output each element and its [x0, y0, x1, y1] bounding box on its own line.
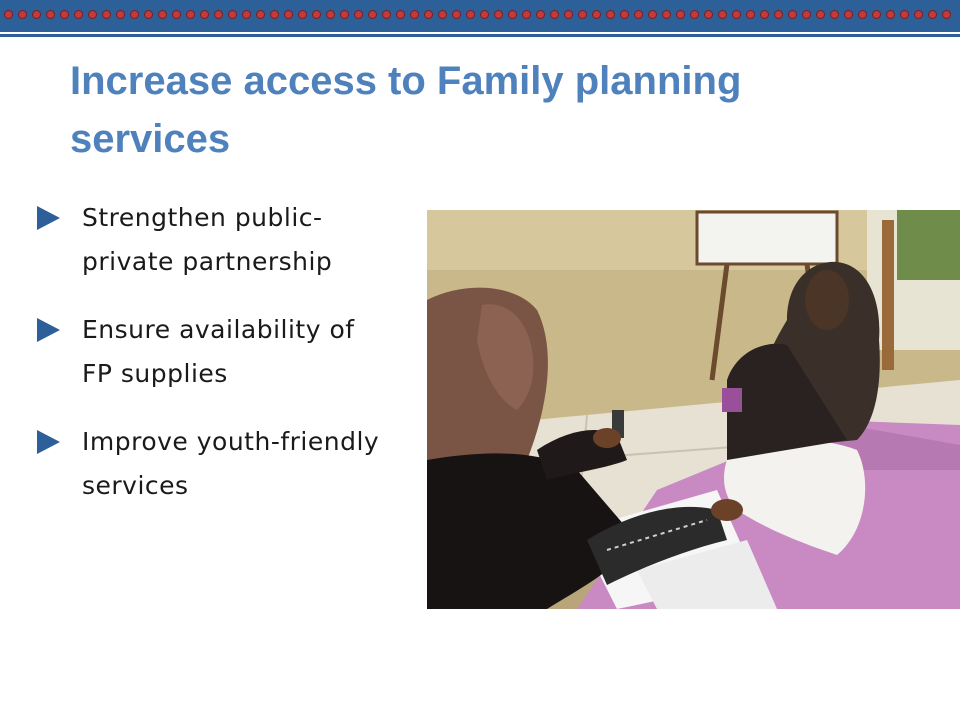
decorative-dot: [732, 10, 741, 19]
decorative-dot: [158, 10, 167, 19]
decorative-dot: [634, 10, 643, 19]
decorative-dot: [312, 10, 321, 19]
decorative-dot: [802, 10, 811, 19]
decorative-dot: [74, 10, 83, 19]
decorative-dot: [578, 10, 587, 19]
decorative-dot: [648, 10, 657, 19]
decorative-dot: [32, 10, 41, 19]
decorative-dot: [662, 10, 671, 19]
photo-illustration: [427, 210, 960, 609]
decorative-dot: [18, 10, 27, 19]
bullet-list: [34, 196, 394, 532]
decorative-dot: [200, 10, 209, 19]
decorative-dot: [186, 10, 195, 19]
bullet-item: [34, 420, 394, 508]
decorative-dot: [130, 10, 139, 19]
decorative-dot: [760, 10, 769, 19]
decorative-dot: [900, 10, 909, 19]
decorative-dot: [858, 10, 867, 19]
decorative-dot: [746, 10, 755, 19]
decorative-dot: [704, 10, 713, 19]
decorative-dot: [788, 10, 797, 19]
decorative-dot: [60, 10, 69, 19]
decorative-dot: [536, 10, 545, 19]
decorative-dot: [816, 10, 825, 19]
decorative-dot: [284, 10, 293, 19]
decorative-dot: [368, 10, 377, 19]
decorative-dot: [228, 10, 237, 19]
decorative-dot: [396, 10, 405, 19]
decorative-dot: [480, 10, 489, 19]
decorative-dot: [550, 10, 559, 19]
decorative-dot: [256, 10, 265, 19]
triangle-bullet-icon: [34, 316, 62, 344]
decorative-dot: [438, 10, 447, 19]
decorative-dot: [690, 10, 699, 19]
bullet-text: Strengthen public-private partnership: [82, 203, 333, 276]
decorative-dot: [382, 10, 391, 19]
decorative-dot: [620, 10, 629, 19]
decorative-dot: [340, 10, 349, 19]
slide-title: Increase access to Family planning services: [70, 59, 742, 161]
decorative-dot: [494, 10, 503, 19]
photo-image: [427, 210, 960, 609]
decorative-dot: [46, 10, 55, 19]
top-divider: [0, 34, 960, 37]
decorative-dot: [116, 10, 125, 19]
decorative-dot: [466, 10, 475, 19]
decorative-dot: [774, 10, 783, 19]
decorative-dot: [844, 10, 853, 19]
bullet-text: Improve youth-friendly services: [82, 427, 380, 500]
decorative-dot: [424, 10, 433, 19]
decorative-dot: [88, 10, 97, 19]
decorative-dot: [886, 10, 895, 19]
decorative-dot: [354, 10, 363, 19]
decorative-dot: [172, 10, 181, 19]
decorative-dot: [914, 10, 923, 19]
decorative-dot: [102, 10, 111, 19]
triangle-bullet-icon: [34, 204, 62, 232]
decorative-dot: [606, 10, 615, 19]
decorative-dot: [830, 10, 839, 19]
decorative-dot-row: [0, 10, 960, 22]
decorative-dot: [872, 10, 881, 19]
decorative-dot: [242, 10, 251, 19]
top-decorative-band: [0, 0, 960, 32]
bullet-text: Ensure availability of FP supplies: [82, 315, 355, 388]
decorative-dot: [522, 10, 531, 19]
decorative-dot: [144, 10, 153, 19]
decorative-dot: [270, 10, 279, 19]
decorative-dot: [942, 10, 951, 19]
decorative-dot: [564, 10, 573, 19]
decorative-dot: [410, 10, 419, 19]
decorative-dot: [676, 10, 685, 19]
bullet-item: [34, 308, 394, 396]
decorative-dot: [452, 10, 461, 19]
decorative-dot: [508, 10, 517, 19]
decorative-dot: [592, 10, 601, 19]
decorative-dot: [718, 10, 727, 19]
decorative-dot: [4, 10, 13, 19]
triangle-bullet-icon: [34, 428, 62, 456]
decorative-dot: [214, 10, 223, 19]
bullet-item: [34, 196, 394, 284]
decorative-dot: [298, 10, 307, 19]
decorative-dot: [928, 10, 937, 19]
decorative-dot: [326, 10, 335, 19]
